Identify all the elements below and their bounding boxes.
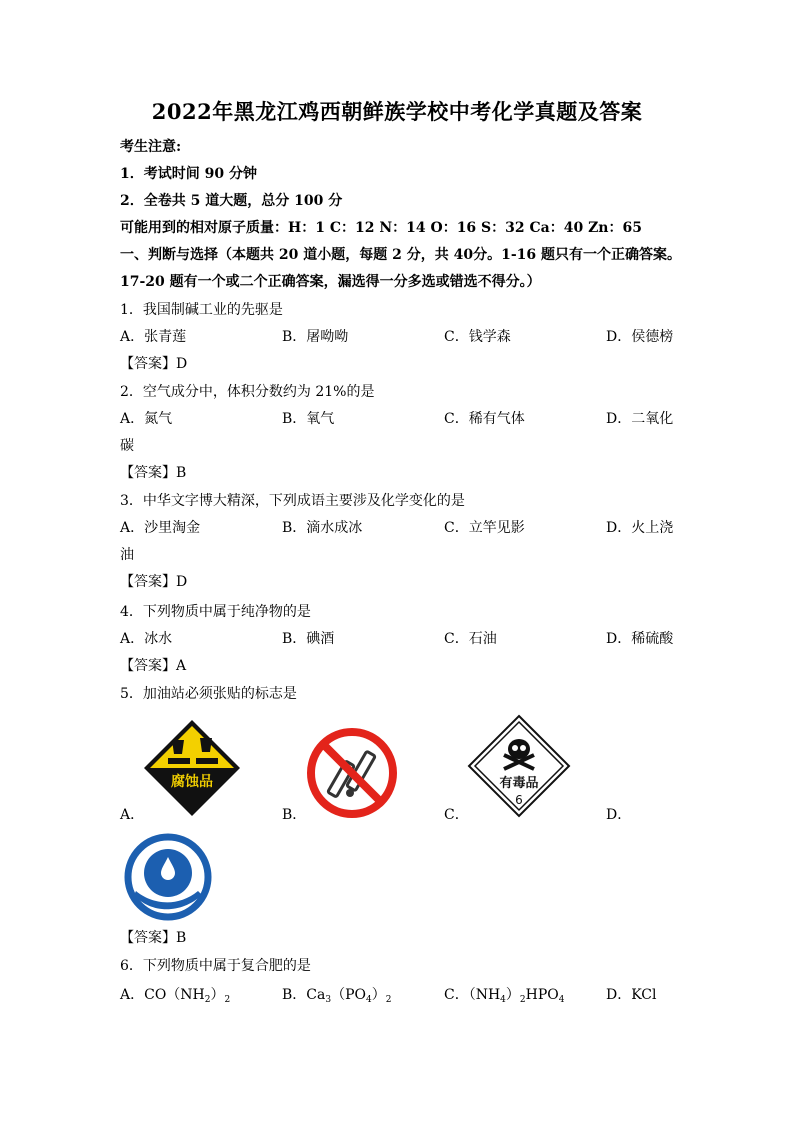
q3-option-a: A．沙里淘金 <box>120 520 201 536</box>
q6-option-c: C．$(NH_4)_2HPO_4$ <box>444 987 565 1005</box>
q5-option-c: C． <box>444 807 469 823</box>
toxic-sign-class: 6 <box>515 793 523 807</box>
question-6-stem: 6．下列物质中属于复合肥的是 <box>120 958 311 974</box>
q2-answer: 【答案】B <box>120 465 187 481</box>
q3-option-c: C．立竿见影 <box>444 520 525 536</box>
question-1-stem: 1．我国制碱工业的先驱是 <box>120 302 283 318</box>
notice-heading: 考生注意: <box>120 139 182 155</box>
question-4-stem: 4．下列物质中属于纯净物的是 <box>120 604 311 620</box>
corrosive-sign-label: 腐蚀品 <box>171 774 213 790</box>
q6-option-d: D．KCl <box>606 987 657 1003</box>
q3-option-d-wrap: 油 <box>120 547 134 563</box>
q4-option-b: B．碘酒 <box>282 631 335 647</box>
q5-answer: 【答案】B <box>120 930 187 946</box>
q1-option-b: B．屠呦呦 <box>282 329 349 345</box>
question-5-stem: 5．加油站必须张贴的标志是 <box>120 686 297 702</box>
q2-option-d-wrap: 碳 <box>120 438 134 454</box>
q5-option-d: D． <box>606 807 632 823</box>
notice-item-time: 1．考试时间 90 分钟 <box>120 166 257 182</box>
notice-item-score: 2．全卷共 5 道大题，总分 100 分 <box>120 193 343 209</box>
q2-option-b: B．氧气 <box>282 411 335 427</box>
corrosive-sign-icon <box>142 718 242 818</box>
section1-instructions-2: 17-20 题有一个或二个正确答案，漏选得一分多选或错选不得分。） <box>120 274 541 290</box>
q4-answer: 【答案】A <box>120 658 187 674</box>
q5-option-b: B． <box>282 807 307 823</box>
question-2-stem: 2．空气成分中，体积分数约为 21%的是 <box>120 384 375 400</box>
q2-option-c: C．稀有气体 <box>444 411 525 427</box>
q6-option-b: B．$Ca_3(PO_4)_2$ <box>282 987 392 1005</box>
q5-option-a: A． <box>120 807 145 823</box>
q3-option-b: B．滴水成冰 <box>282 520 363 536</box>
q1-answer: 【答案】D <box>120 356 188 372</box>
q4-option-d: D．稀硫酸 <box>606 631 674 647</box>
q2-option-d: D．二氧化 <box>606 411 674 427</box>
section1-instructions-1: 一、判断与选择（本题共 20 道小题，每题 2 分，共 40分。1-16 题只有一个正确答案。 <box>120 247 681 263</box>
q4-option-a: A．冰水 <box>120 631 173 647</box>
q2-option-a: A．氮气 <box>120 411 173 427</box>
water-saving-sign-icon <box>124 833 212 921</box>
toxic-sign-label: 有毒品 <box>499 776 539 791</box>
q4-option-c: C．石油 <box>444 631 497 647</box>
question-3-stem: 3．中华文字博大精深，下列成语主要涉及化学变化的是 <box>120 493 465 509</box>
document-title: 2022年黑龙江鸡西朝鲜族学校中考化学真题及答案 <box>151 99 643 124</box>
q3-option-d: D．火上浇 <box>606 520 674 536</box>
q6-option-a: A．$CO(NH_2)_2$ <box>120 987 231 1005</box>
q3-answer: 【答案】D <box>120 574 188 590</box>
no-smoking-sign-icon <box>306 727 398 819</box>
q1-option-d: D．侯德榜 <box>606 329 674 345</box>
q1-option-a: A．张青莲 <box>120 329 187 345</box>
toxic-sign-icon <box>466 713 572 819</box>
atomic-mass-line: 可能用到的相对原子质量：H：1 C：12 N：14 O：16 S：32 Ca：40 Zn：65 <box>120 220 642 236</box>
q1-option-c: C．钱学森 <box>444 329 511 345</box>
